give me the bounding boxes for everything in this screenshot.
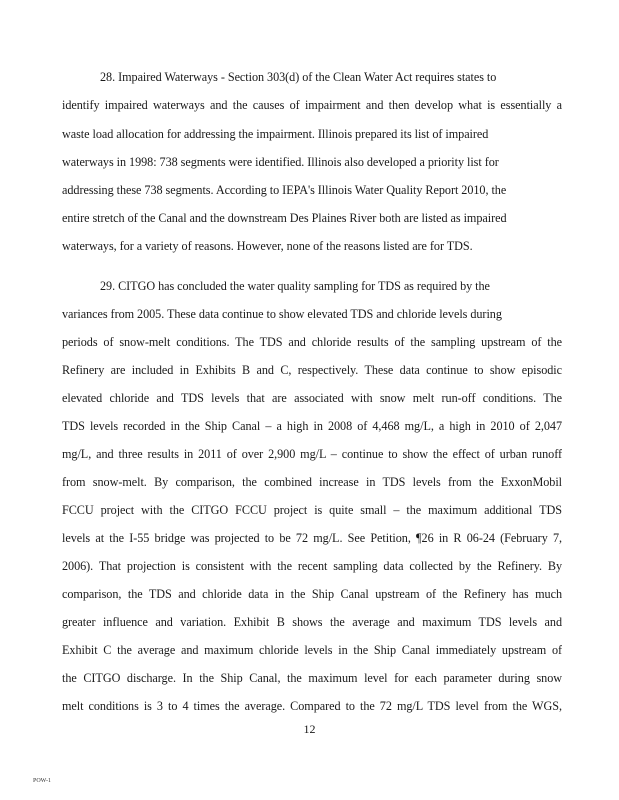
paragraph-29-line-5: elevated chloride and TDS levels that are associated with snow melt run-off conditions. The (62, 391, 562, 405)
paragraph-28-line-7: waterways, for a variety of reasons. However, none of the reasons listed are for TDS. (62, 239, 473, 253)
paragraph-29-line-1: 29. CITGO has concluded the water quality sampling for TDS as required by the (100, 279, 490, 293)
paragraph-29-line-13: greater influence and variation. Exhibit B shows the average and maximum TDS levels and (62, 615, 562, 629)
paragraph-29-line-12: comparison, the TDS and chloride data in the Ship Canal upstream of the Refinery has much (62, 587, 562, 601)
paragraph-28-line-5: addressing these 738 segments. According to IEPA's Illinois Water Quality Report 2010, the (62, 183, 507, 197)
paragraph-28-line-6: entire stretch of the Canal and the downstream Des Plaines River both are listed as impaired (62, 211, 507, 225)
paragraph-29-line-10: levels at the I-55 bridge was projected to be 72 mg/L. See Petition, ¶26 in R 06-24 (February 7, (62, 531, 562, 545)
paragraph-28-line-4: waterways in 1998: 738 segments were identified. Illinois also developed a priority list for (62, 155, 499, 169)
paragraph-29-line-6: TDS levels recorded in the Ship Canal – a high in 2008 of 4,468 mg/L, a high in 2010 of 2,047 (62, 419, 562, 433)
paragraph-29-line-9: FCCU project with the CITGO FCCU project is quite small – the maximum additional TDS (62, 503, 562, 517)
paragraph-29-line-15: the CITGO discharge. In the Ship Canal, the maximum level for each parameter during snow (62, 671, 562, 685)
paragraph-28-line-1: 28. Impaired Waterways - Section 303(d) of the Clean Water Act requires states to (100, 70, 497, 84)
paragraph-29-line-4: Refinery are included in Exhibits B and C, respectively. These data continue to show episodic (62, 363, 562, 377)
paragraph-28-line-3: waste load allocation for addressing the impairment. Illinois prepared its list of impaired (62, 127, 489, 141)
page-number: 12 (303, 722, 316, 736)
paragraph-29-line-16: melt conditions is 3 to 4 times the average. Compared to the 72 mg/L TDS level from the WGS, (62, 699, 562, 713)
paragraph-29-line-3: periods of snow-melt conditions. The TDS and chloride results of the sampling upstream of the (62, 335, 562, 349)
footer-document-id: POW-1 (33, 778, 51, 784)
paragraph-29-line-14: Exhibit C the average and maximum chloride levels in the Ship Canal immediately upstream of (62, 643, 562, 657)
paragraph-29-line-7: mg/L, and three results in 2011 of over 2,900 mg/L – continue to show the effect of urban runoff (62, 447, 562, 461)
paragraph-29-line-2: variances from 2005. These data continue to show elevated TDS and chloride levels during (62, 307, 502, 321)
paragraph-29-line-11: 2006). That projection is consistent with the recent sampling data collected by the Refinery. By (62, 559, 562, 573)
paragraph-29-line-8: from snow-melt. By comparison, the combined increase in TDS levels from the ExxonMobil (62, 475, 562, 489)
paragraph-28-line-2: identify impaired waterways and the causes of impairment and then develop what is essentially a (62, 98, 562, 112)
